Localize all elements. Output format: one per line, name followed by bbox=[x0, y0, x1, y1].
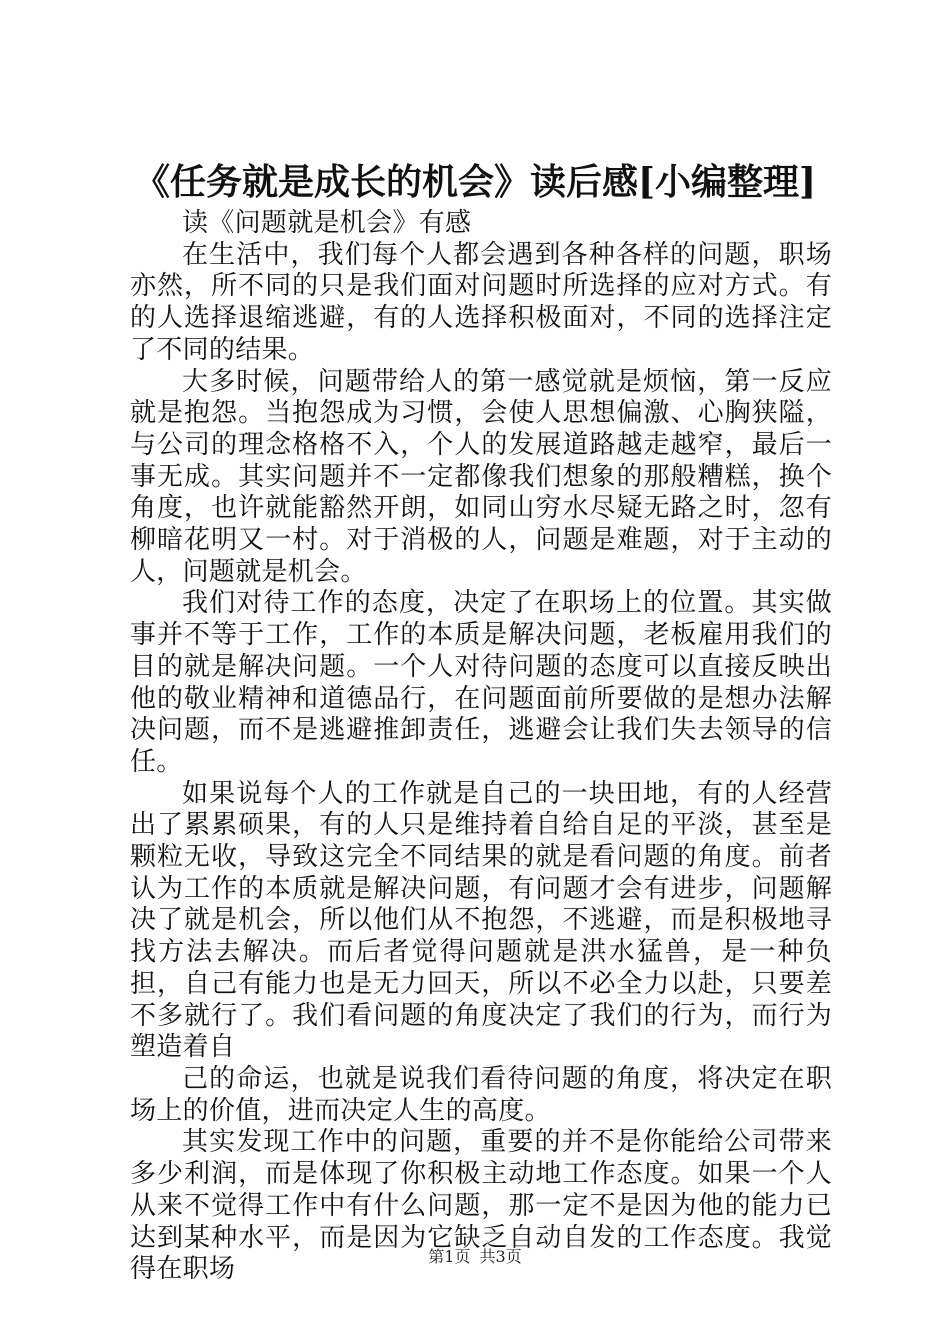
paragraph: 如果说每个人的工作就是自己的一块田地，有的人经营出了累累硕果，有的人只是维持着自给自足的平淡，甚至是颗粒无收，导致这完全不同结果的就是看问题的角度。前者认为工作的本质就是解决问题，有问题才会有进步，问题解决了就是机会，所以他们从不抱怨，不逃避，而是积极地寻找方法去解决。而后者觉得问题就是洪水猛兽，是一种负担，自己有能力也是无力回天，所以不必全力以赴，只要差不多就行了。我们看问题的角度决定了我们的行为，而行为塑造着自 bbox=[130, 778, 832, 1063]
paragraph: 大多时候，问题带给人的第一感觉就是烦恼，第一反应就是抱怨。当抱怨成为习惯，会使人思想偏激、心胸狭隘，与公司的理念格格不入，个人的发展道路越走越窄，最后一事无成。其实问题并不一定都像我们想象的那般糟糕，换个角度，也许就能豁然开朗，如同山穷水尽疑无路之时，忽有柳暗花明又一村。对于消极的人，问题是难题，对于主动的人，问题就是机会。 bbox=[130, 366, 832, 587]
document-title: 《任务就是成长的机会》读后感[小编整理] bbox=[133, 161, 817, 203]
page-footer: 第1页 共3页 bbox=[428, 1247, 522, 1266]
paragraph-subtitle: 读《问题就是机会》有感 bbox=[182, 208, 472, 238]
paragraph: 其实发现工作中的问题，重要的并不是你能给公司带来多少利润，而是体现了你积极主动地工作态度。如果一个人从来不觉得工作中有什么问题，那一定不是因为他的能力已达到某种水平，而是因为它缺乏自动自发的工作态度。我觉得在职场 bbox=[130, 1127, 832, 1285]
paragraph: 己的命运，也就是说我们看待问题的角度，将决定在职场上的价值，进而决定人生的高度。 bbox=[130, 1063, 832, 1126]
paragraph: 我们对待工作的态度，决定了在职场上的位置。其实做事并不等于工作，工作的本质是解决问题，老板雇用我们的目的就是解决问题。一个人对待问题的态度可以直接反映出他的敬业精神和道德品行，在问题面前所要做的是想办法解决问题，而不是逃避推卸责任，逃避会让我们失去领导的信任。 bbox=[130, 588, 832, 777]
document-body bbox=[130, 208, 832, 1286]
paragraph: 在生活中，我们每个人都会遇到各种各样的问题，职场亦然，所不同的只是我们面对问题时所选择的应对方式。有的人选择退缩逃避，有的人选择积极面对，不同的选择注定了不同的结果。 bbox=[130, 239, 832, 365]
